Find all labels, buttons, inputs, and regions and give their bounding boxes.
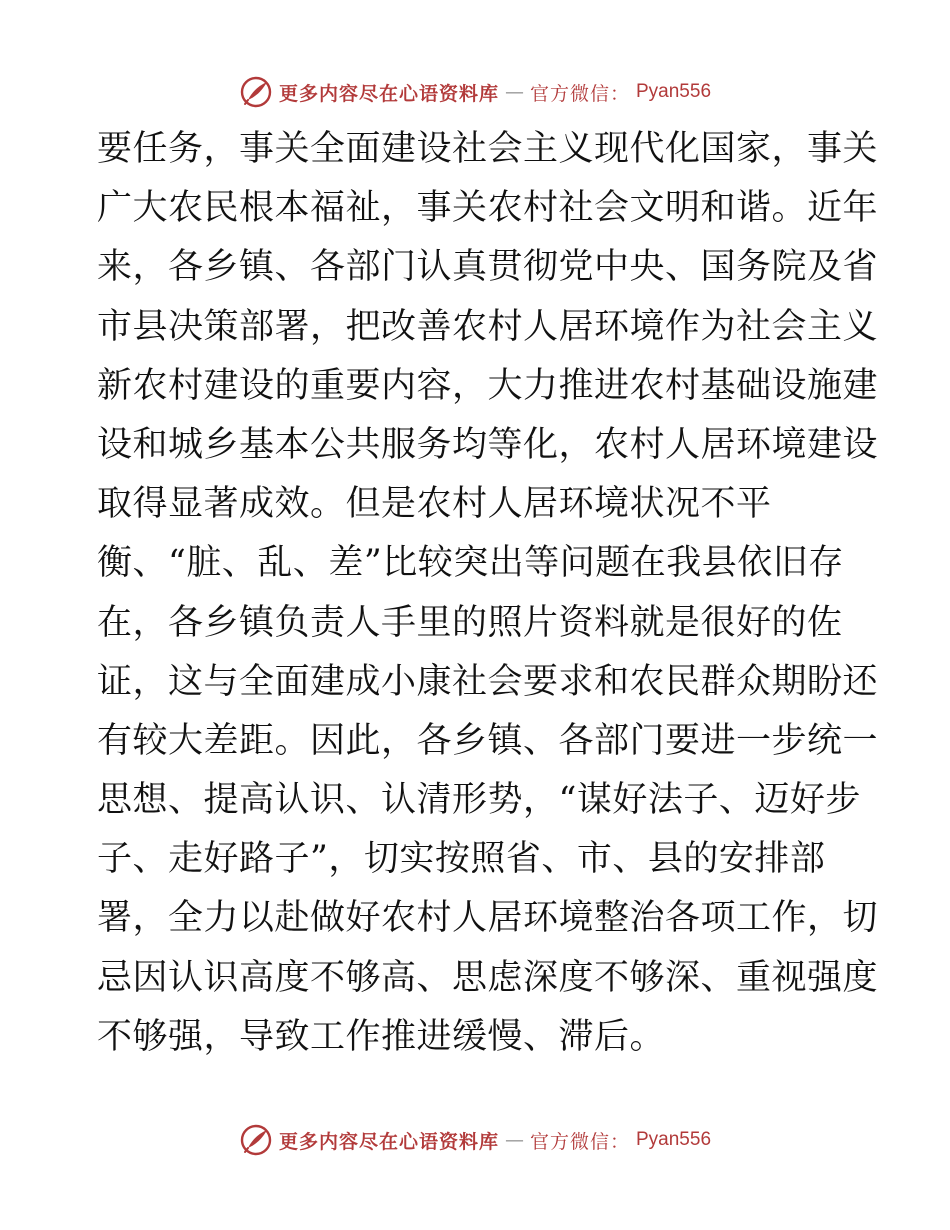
watermark-dash: — — [504, 81, 524, 103]
body-line: 署，全力以赴做好农村人居环境整治各项工作，切 — [97, 898, 879, 939]
quill-logo-icon — [239, 75, 273, 109]
header-watermark — [0, 72, 950, 112]
body-line: 子、走好路子”，切实按照省、市、县的安排部 — [97, 839, 826, 880]
body-line: 取得显著成效。但是农村人居环境状况不平 — [97, 484, 772, 525]
watermark-brand: 更多内容尽在心语资料库 — [278, 1130, 499, 1153]
body-line: 在，各乡镇负责人手里的照片资料就是很好的佐 — [97, 602, 843, 643]
body-line: 设和城乡基本公共服务均等化，农村人居环境建设 — [97, 424, 879, 465]
body-line: 衡、“脏、乱、差”比较突出等问题在我县依旧存 — [97, 543, 844, 584]
quill-logo-icon — [239, 1123, 273, 1157]
body-line: 证，这与全面建成小康社会要求和农民群众期盼还 — [97, 661, 879, 702]
body-line: 来，各乡镇、各部门认真贯彻党中央、国务院及省 — [97, 247, 879, 288]
watermark-contact-label: 官方微信： — [529, 82, 630, 105]
watermark-contact-label: 官方微信： — [529, 1130, 630, 1153]
body-line: 要任务，事关全面建设社会主义现代化国家，事关 — [97, 129, 879, 169]
body-line: 市县决策部署，把改善农村人居环境作为社会主义 — [97, 306, 879, 347]
document-body — [97, 120, 879, 1067]
body-line: 不够强，导致工作推进缓慢、滞后。 — [97, 1016, 666, 1057]
watermark-brand: 更多内容尽在心语资料库 — [278, 82, 499, 105]
watermark-contact-id: Pyan556 — [636, 1129, 712, 1150]
body-line: 忌因认识高度不够高、思虑深度不够深、重视强度 — [97, 957, 879, 998]
body-line: 思想、提高认识、认清形势，“谋好法子、迈好步 — [97, 780, 861, 821]
body-line: 新农村建设的重要内容，大力推进农村基础设施建 — [97, 365, 879, 406]
body-line: 广大农民根本福祉，事关农村社会文明和谐。近年 — [97, 188, 879, 229]
footer-watermark — [0, 1120, 950, 1160]
body-line: 有较大差距。因此，各乡镇、各部门要进一步统一 — [97, 720, 879, 761]
watermark-contact-id: Pyan556 — [636, 81, 712, 102]
watermark-dash: — — [504, 1129, 524, 1151]
